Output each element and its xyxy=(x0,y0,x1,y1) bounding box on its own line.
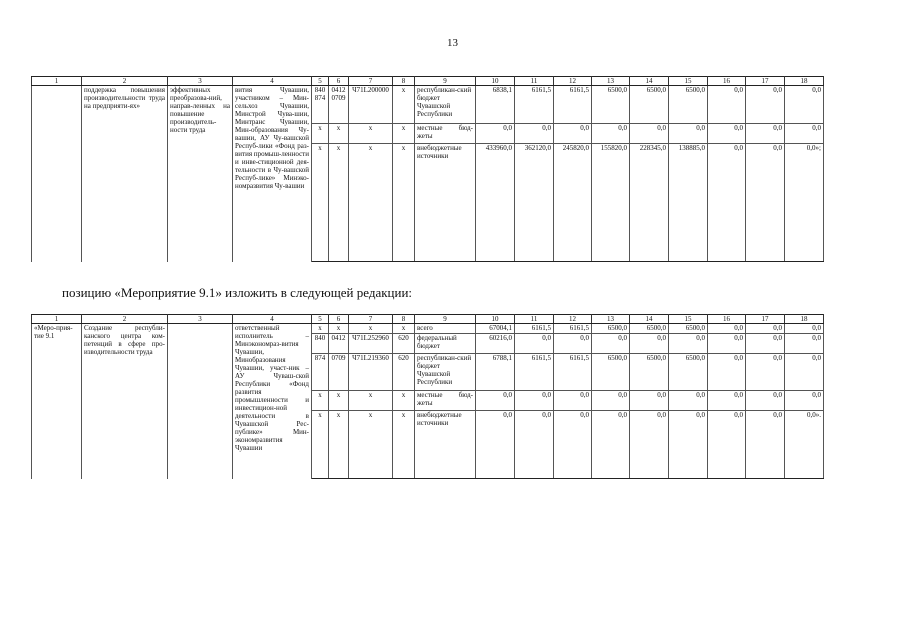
column-number-cell: 17 xyxy=(746,77,785,86)
column-number-cell: 12 xyxy=(554,77,592,86)
amount-cell: 6161,5 xyxy=(515,86,554,124)
amount-cell: 0,0 xyxy=(669,124,708,144)
column-number-cell: 14 xyxy=(630,77,669,86)
table-row xyxy=(32,324,824,334)
funding-source-cell: республикан-ский бюджет Чувашской Республики xyxy=(415,86,476,124)
table-cell: х xyxy=(312,391,329,411)
table-cell: х xyxy=(393,411,415,479)
amount-cell: 0,0 xyxy=(785,124,824,144)
amount-cell: 0,0 xyxy=(746,334,785,354)
amount-cell: 0,0 xyxy=(592,124,630,144)
amount-cell: 0,0 xyxy=(746,124,785,144)
table-cell: 840 xyxy=(312,334,329,354)
amount-cell: 0,0 xyxy=(708,391,746,411)
amount-cell: 0,0 xyxy=(708,324,746,334)
table-cell: х xyxy=(349,391,393,411)
amount-cell: 0,0 xyxy=(630,411,669,479)
funding-source-cell: местные бюд-жеты xyxy=(415,124,476,144)
column-number-cell: 17 xyxy=(746,315,785,324)
column-number-cell: 5 xyxy=(312,77,329,86)
column-number-cell: 16 xyxy=(708,77,746,86)
amount-cell: 6161,5 xyxy=(554,86,592,124)
amount-cell: 0,0 xyxy=(708,354,746,391)
amount-cell: 0,0 xyxy=(746,411,785,479)
column-number-cell: 10 xyxy=(476,77,515,86)
column-number-cell: 18 xyxy=(785,77,824,86)
amount-cell: 0,0 xyxy=(630,124,669,144)
table-row xyxy=(32,86,824,124)
amount-cell: 6500,0 xyxy=(669,86,708,124)
amount-cell: 0,0 xyxy=(476,391,515,411)
amount-cell: 0,0 xyxy=(515,334,554,354)
column-number-cell: 4 xyxy=(233,315,312,324)
amount-cell: 6500,0 xyxy=(592,86,630,124)
table-cell: х xyxy=(349,411,393,479)
column-number-cell: 9 xyxy=(415,77,476,86)
amount-cell: 0,0 xyxy=(476,411,515,479)
amount-cell: 0,0 xyxy=(592,411,630,479)
table-cell: х xyxy=(393,144,415,262)
amount-cell: 0,0 xyxy=(554,391,592,411)
amount-cell: 0,0 xyxy=(554,334,592,354)
table-cell: х xyxy=(349,124,393,144)
amount-cell: 0,0 xyxy=(515,124,554,144)
column-number-cell: 11 xyxy=(515,77,554,86)
budget-table-continued xyxy=(31,76,824,262)
amount-cell: 0,0 xyxy=(592,334,630,354)
table-cell: х xyxy=(349,324,393,334)
table-cell: Ч71L200000 xyxy=(349,86,393,124)
amount-cell: 0,0 xyxy=(708,334,746,354)
table-cell: х xyxy=(312,324,329,334)
column-number-cell: 1 xyxy=(32,77,82,86)
instruction-text: позицию «Мероприятие 9.1» изложить в следующей редакции: xyxy=(62,285,413,300)
column-number-cell: 5 xyxy=(312,315,329,324)
amount-cell: 0,0 xyxy=(515,391,554,411)
column-number-cell: 13 xyxy=(592,315,630,324)
table-cell: х xyxy=(349,144,393,262)
column-number-cell: 10 xyxy=(476,315,515,324)
funding-source-cell: всего xyxy=(415,324,476,334)
table-cell: Ч71L219360 xyxy=(349,354,393,391)
amount-cell: 228345,0 xyxy=(630,144,669,262)
column-number-cell: 4 xyxy=(233,77,312,86)
table-cell: 0412 xyxy=(329,334,349,354)
column-number-cell: 18 xyxy=(785,315,824,324)
amount-cell: 0,0 xyxy=(630,334,669,354)
amount-cell: 6838,1 xyxy=(476,86,515,124)
table-cell: х xyxy=(329,144,349,262)
amount-cell: 6500,0 xyxy=(669,354,708,391)
page-number: 13 xyxy=(447,37,458,49)
table-cell: х xyxy=(393,391,415,411)
amount-cell: 0,0». xyxy=(785,411,824,479)
amount-cell: 0,0 xyxy=(554,124,592,144)
table-cell: 0709 xyxy=(329,354,349,391)
column-number-cell: 12 xyxy=(554,315,592,324)
table-cell: х xyxy=(329,411,349,479)
amount-cell: 138885,0 xyxy=(669,144,708,262)
amount-cell: 0,0 xyxy=(476,124,515,144)
amount-cell: 6500,0 xyxy=(669,324,708,334)
table-cell: х xyxy=(312,144,329,262)
table-cell: х xyxy=(312,411,329,479)
column-number-row xyxy=(32,77,824,86)
table-cell: х xyxy=(393,124,415,144)
column-number-cell: 11 xyxy=(515,315,554,324)
column-number-cell: 14 xyxy=(630,315,669,324)
column-number-cell: 7 xyxy=(349,315,393,324)
executor-cell: ответственный исполнитель – Минэкономраз-вития Чувашии, Минобразования Чувашии, участ-ник – АУ Чуваш-ской Республики «Фонд развития промышленности и инвестицион-ной деятельности в Чувашской Рес-публике» Мин-экономразвития Чувашии xyxy=(233,324,312,479)
funding-source-cell: местные бюд-жеты xyxy=(415,391,476,411)
column-number-cell: 2 xyxy=(82,77,168,86)
amount-cell: 6500,0 xyxy=(630,324,669,334)
amount-cell: 0,0 xyxy=(708,411,746,479)
amount-cell: 0,0 xyxy=(785,354,824,391)
column-number-cell: 9 xyxy=(415,315,476,324)
amount-cell: 362120,0 xyxy=(515,144,554,262)
table-cell: 840 874 xyxy=(312,86,329,124)
table-cell: х xyxy=(312,124,329,144)
column-number-cell: 3 xyxy=(168,77,233,86)
amount-cell: 6500,0 xyxy=(630,86,669,124)
table-cell: 0412 0709 xyxy=(329,86,349,124)
amount-cell: 0,0 xyxy=(515,411,554,479)
amount-cell: 0,0»; xyxy=(785,144,824,262)
amount-cell: 0,0 xyxy=(746,324,785,334)
amount-cell: 0,0 xyxy=(669,411,708,479)
amount-cell: 0,0 xyxy=(785,334,824,354)
amount-cell: 433960,0 xyxy=(476,144,515,262)
amount-cell: 0,0 xyxy=(708,86,746,124)
event-number-cell: «Меро-прия-тие 9.1 xyxy=(32,324,82,479)
table-cell: 620 xyxy=(393,354,415,391)
column-number-cell: 6 xyxy=(329,315,349,324)
amount-cell: 6161,5 xyxy=(515,324,554,334)
column-number-cell: 15 xyxy=(669,315,708,324)
column-number-cell: 16 xyxy=(708,315,746,324)
amount-cell: 155820,0 xyxy=(592,144,630,262)
funding-source-cell: федеральный бюджет xyxy=(415,334,476,354)
amount-cell: 0,0 xyxy=(785,324,824,334)
column-number-cell: 7 xyxy=(349,77,393,86)
amount-cell: 0,0 xyxy=(669,334,708,354)
amount-cell: 0,0 xyxy=(785,391,824,411)
budget-table-new xyxy=(31,314,824,479)
amount-cell: 6161,5 xyxy=(554,324,592,334)
funding-source-cell: внебюджетные источники xyxy=(415,144,476,262)
amount-cell: 0,0 xyxy=(746,144,785,262)
amount-cell: 0,0 xyxy=(554,411,592,479)
table-cell: Ч71L252960 xyxy=(349,334,393,354)
amount-cell: 0,0 xyxy=(669,391,708,411)
amount-cell: 6161,5 xyxy=(554,354,592,391)
event-name-cell: поддержка повышения производительности труда на предприяти-ях» xyxy=(82,86,168,262)
column-number-cell: 8 xyxy=(393,315,415,324)
table-cell: х xyxy=(329,324,349,334)
amount-cell: 0,0 xyxy=(708,144,746,262)
column-number-cell: 1 xyxy=(32,315,82,324)
amount-cell: 6161,5 xyxy=(515,354,554,391)
amount-cell: 0,0 xyxy=(746,86,785,124)
column-number-cell: 15 xyxy=(669,77,708,86)
column-number-cell: 13 xyxy=(592,77,630,86)
table-cell: 620 xyxy=(393,334,415,354)
amount-cell: 0,0 xyxy=(785,86,824,124)
amount-cell: 6500,0 xyxy=(592,324,630,334)
amount-cell: 6500,0 xyxy=(630,354,669,391)
amount-cell: 0,0 xyxy=(592,391,630,411)
table-cell: х xyxy=(393,86,415,124)
table-cell xyxy=(32,86,82,262)
column-number-row xyxy=(32,315,824,324)
amount-cell: 0,0 xyxy=(630,391,669,411)
column-number-cell: 6 xyxy=(329,77,349,86)
amount-cell: 0,0 xyxy=(746,391,785,411)
column-number-cell: 8 xyxy=(393,77,415,86)
funding-source-cell: республикан-ский бюджет Чувашской Республики xyxy=(415,354,476,391)
amount-cell: 245820,0 xyxy=(554,144,592,262)
amount-cell: 60216,0 xyxy=(476,334,515,354)
funding-source-cell: внебюджетные источники xyxy=(415,411,476,479)
amount-cell: 6500,0 xyxy=(592,354,630,391)
executor-cell: вития Чувашии, участником – Мин-сельхоз Чувашии, Минстрой Чува-шии, Минтранс Чувашии, Мин-образования Чу-вашии, АУ Чу-вашской Респуб-лики «Фонд раз-вития промыш-ленности и инве-стиционной дея-тельности в Чу-вашской Респуб-лике» Минэко-номразвития Чу-вашии xyxy=(233,86,312,262)
table-cell: х xyxy=(393,324,415,334)
table-cell: х xyxy=(329,124,349,144)
goal-cell: эффективных преобразова-ний, направ-ленных на повышение производитель-ности труда xyxy=(168,86,233,262)
amount-cell: 0,0 xyxy=(708,124,746,144)
amount-cell: 67004,1 xyxy=(476,324,515,334)
event-name-cell: Создание республи-канского центра ком-петенций в сфере про-изводительности труда xyxy=(82,324,168,479)
table-cell: 874 xyxy=(312,354,329,391)
column-number-cell: 2 xyxy=(82,315,168,324)
goal-cell xyxy=(168,324,233,479)
column-number-cell: 3 xyxy=(168,315,233,324)
amount-cell: 6788,1 xyxy=(476,354,515,391)
amount-cell: 0,0 xyxy=(746,354,785,391)
table-cell: х xyxy=(329,391,349,411)
